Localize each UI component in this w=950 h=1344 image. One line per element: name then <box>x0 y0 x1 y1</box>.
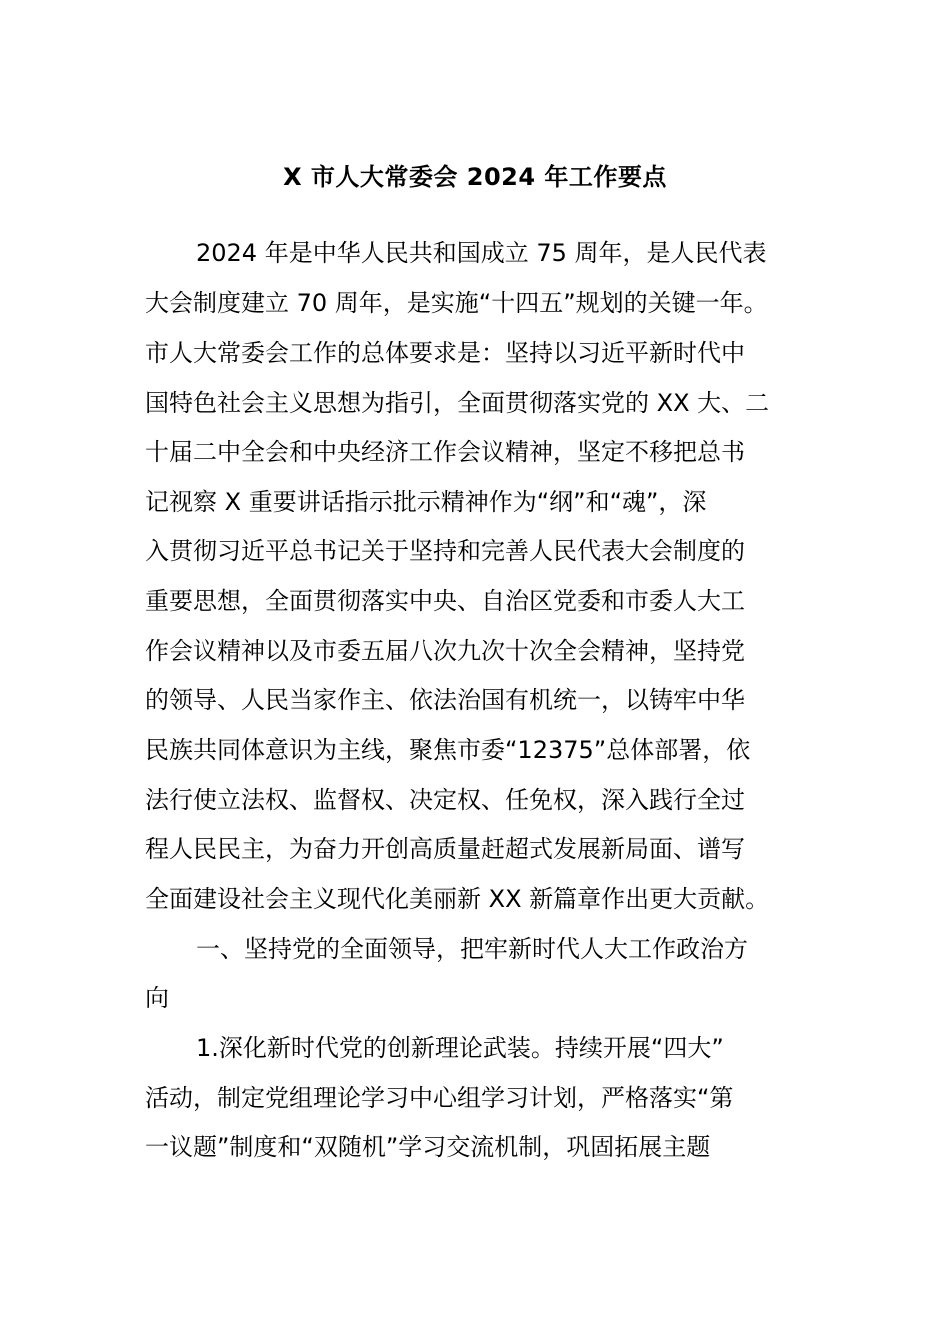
paragraph-line: 十届二中全会和中央经济工作会议精神，坚定不移把总书 <box>145 438 745 466</box>
paragraph-line: 全面建设社会主义现代化美丽新 XX 新篇章作出更大贡献。 <box>145 885 770 913</box>
section-heading-line: 向 <box>145 984 169 1012</box>
paragraph-line: 一议题”制度和“双随机”学习交流机制，巩固拓展主题 <box>145 1133 711 1161</box>
document-title: X 市人大常委会 2024 年工作要点 <box>283 163 667 191</box>
paragraph-line: 法行使立法权、监督权、决定权、任免权，深入践行全过 <box>145 786 745 814</box>
section-heading-line: 一、坚持党的全面领导，把牢新时代人大工作政治方 <box>196 935 748 963</box>
paragraph-line: 的领导、人民当家作主、依法治国有机统一，以铸牢中华 <box>145 686 745 714</box>
paragraph-line: 民族共同体意识为主线，聚焦市委“12375”总体部署，依 <box>145 736 751 764</box>
paragraph-line: 作会议精神以及市委五届八次九次十次全会精神，坚持党 <box>145 637 745 665</box>
paragraph-line: 国特色社会主义思想为指引，全面贯彻落实党的 XX 大、二 <box>145 389 770 417</box>
paragraph-line: 入贯彻习近平总书记关于坚持和完善人民代表大会制度的 <box>145 537 745 565</box>
paragraph-line: 记视察 X 重要讲话指示批示精神作为“纲”和“魂”，深 <box>145 488 707 516</box>
paragraph-line: 大会制度建立 70 周年，是实施“十四五”规划的关键一年。 <box>145 289 768 317</box>
paragraph-line: 2024 年是中华人民共和国成立 75 周年，是人民代表 <box>196 239 767 267</box>
paragraph-line: 市人大常委会工作的总体要求是：坚持以习近平新时代中 <box>145 339 745 367</box>
paragraph-line: 活动，制定党组理论学习中心组学习计划，严格落实“第 <box>145 1084 734 1112</box>
paragraph-line: 重要思想，全面贯彻落实中央、自治区党委和市委人大工 <box>145 587 745 615</box>
paragraph-line: 程人民民主，为奋力开创高质量赶超式发展新局面、谱写 <box>145 835 745 863</box>
paragraph-line: 1.深化新时代党的创新理论武装。持续开展“四大” <box>196 1034 724 1062</box>
